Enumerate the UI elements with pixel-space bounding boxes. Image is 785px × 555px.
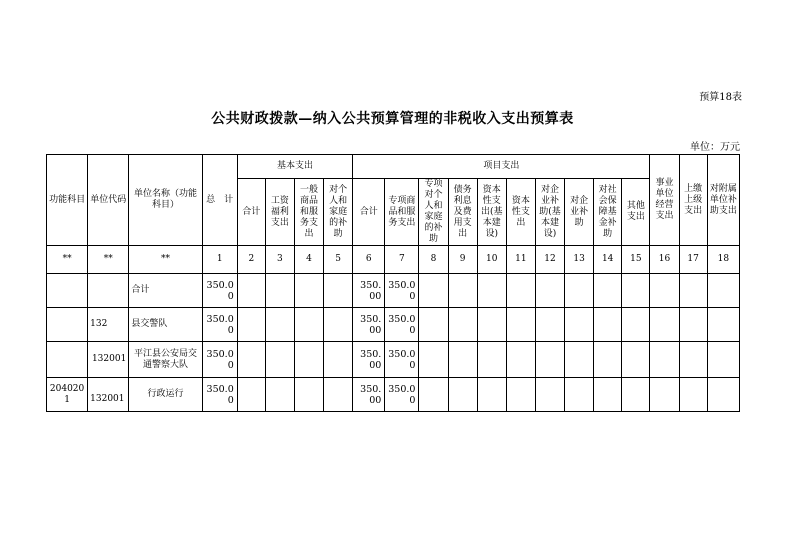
special-goods-cell: 350.00 (385, 378, 419, 412)
header-debt-interest: 债务利息及费用支出 (448, 179, 477, 246)
header-other: 其他支出 (622, 179, 650, 246)
index-cell: 17 (679, 246, 707, 274)
header-project-total: 合计 (353, 179, 385, 246)
unit-name-cell: 行政运行 (129, 378, 202, 412)
table-row (47, 274, 740, 308)
header-goods-services: 一般商品和服务支出 (294, 179, 323, 246)
func-subject-cell (47, 342, 88, 378)
index-cell: 2 (237, 246, 265, 274)
table-row (47, 342, 740, 378)
header-unit-name: 单位名称（功能科目） (129, 155, 202, 246)
index-cell: 4 (294, 246, 323, 274)
unit-code-cell: 132 (88, 308, 129, 342)
index-cell: 16 (650, 246, 679, 274)
index-cell: ** (129, 246, 202, 274)
index-row (47, 246, 740, 274)
func-subject-cell: 2040201 (47, 378, 88, 412)
header-social-security: 对社会保障基金补助 (594, 179, 622, 246)
index-cell: 8 (419, 246, 448, 274)
unit-code-cell: 132001 (88, 378, 129, 412)
unit-code-cell: 132001 (88, 342, 129, 378)
index-cell: ** (88, 246, 129, 274)
total-cell: 350.00 (202, 308, 237, 342)
header-personal-family: 对个人和家庭的补助 (324, 179, 353, 246)
form-number: 预算18表 (699, 92, 742, 103)
project-total-cell: 350.00 (353, 274, 385, 308)
header-enterprise-infra: 对企业补助(基本建设) (535, 179, 564, 246)
header-row-1 (47, 155, 740, 179)
total-cell: 350.00 (202, 378, 237, 412)
index-cell: 11 (506, 246, 535, 274)
header-func-subject: 功能科目 (47, 155, 88, 246)
index-cell: 12 (535, 246, 564, 274)
table-row (47, 378, 740, 412)
unit-name-cell: 合计 (129, 274, 202, 308)
index-cell: 5 (324, 246, 353, 274)
func-subject-cell (47, 308, 88, 342)
unit-name-cell: 县交警队 (129, 308, 202, 342)
header-subsidiary: 对附属单位补助支出 (707, 155, 739, 246)
header-unit-code: 单位代码 (88, 155, 129, 246)
total-cell: 350.00 (202, 342, 237, 378)
index-cell: 14 (594, 246, 622, 274)
header-total: 总 计 (202, 155, 237, 246)
func-subject-cell (47, 274, 88, 308)
special-goods-cell: 350.00 (385, 274, 419, 308)
total-cell: 350.00 (202, 274, 237, 308)
header-enterprise: 对企业补助 (565, 179, 594, 246)
index-cell: 3 (265, 246, 294, 274)
header-institution-ops: 事业单位经营支出 (650, 155, 679, 246)
unit-code-cell (88, 274, 129, 308)
index-cell: 18 (707, 246, 739, 274)
index-cell: 1 (202, 246, 237, 274)
header-wages: 工资福利支出 (265, 179, 294, 246)
table-row (47, 308, 740, 342)
header-basic: 基本支出 (237, 155, 352, 179)
project-total-cell: 350.00 (353, 342, 385, 378)
index-cell: 7 (385, 246, 419, 274)
special-goods-cell: 350.00 (385, 308, 419, 342)
special-goods-cell: 350.00 (385, 342, 419, 378)
index-cell: ** (47, 246, 88, 274)
header-special-personal: 专项对个人和家庭的补助 (419, 179, 448, 246)
index-cell: 15 (622, 246, 650, 274)
header-special-goods: 专项商品和服务支出 (385, 179, 419, 246)
header-project: 项目支出 (353, 155, 650, 179)
index-cell: 6 (353, 246, 385, 274)
unit-name-cell: 平江县公安局交通警察大队 (129, 342, 202, 378)
project-total-cell: 350.00 (353, 308, 385, 342)
index-cell: 9 (448, 246, 477, 274)
header-payment-upper: 上缴上级支出 (679, 155, 707, 246)
header-capital: 资本性支出 (506, 179, 535, 246)
page-title: 公共财政拨款—纳入公共预算管理的非税收入支出预算表 (211, 111, 574, 127)
header-basic-total: 合计 (237, 179, 265, 246)
budget-table (46, 154, 740, 412)
unit-label: 单位：万元 (690, 142, 740, 153)
project-total-cell: 350.00 (353, 378, 385, 412)
index-cell: 10 (477, 246, 506, 274)
header-capital-infra: 资本性支出(基本建设) (477, 179, 506, 246)
index-cell: 13 (565, 246, 594, 274)
